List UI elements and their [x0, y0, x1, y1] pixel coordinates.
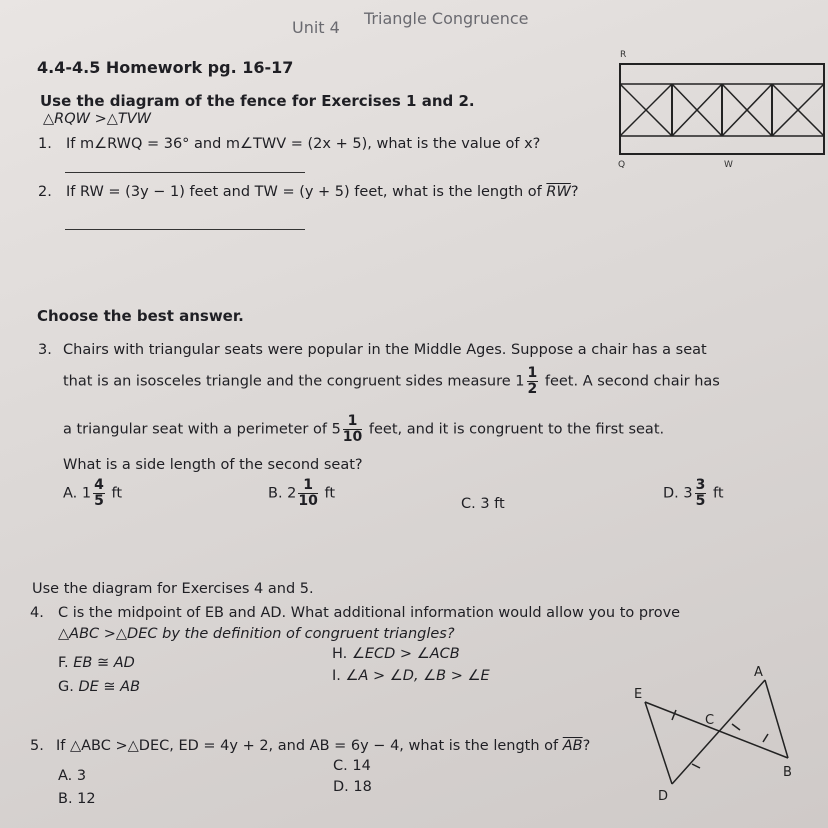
q3-line2-b: feet. A second chair has [544, 373, 720, 390]
q5-option-d[interactable]: D. 18 [333, 779, 372, 795]
fence-intro: Use the diagram of the fence for Exercises 1 and 2. [40, 92, 475, 110]
q2-text: If RW = (3y − 1) feet and TW = (y + 5) feet, what is the length of [66, 184, 542, 200]
unit-header: Unit 4 [292, 18, 340, 37]
topic-header: Triangle Congruence [364, 9, 529, 28]
q3-line1: Chairs with triangular seats were popular in the Middle Ages. Suppose a chair has a seat [63, 342, 707, 358]
q3-option-a[interactable]: A. 1 $\frac{4}{5}$ ft [63, 477, 123, 509]
q2-answer-line[interactable] [65, 229, 305, 230]
label-a: A [754, 665, 763, 680]
fence-label-r: R [620, 50, 627, 60]
q3-line3-b: feet, and it is congruent to the first seat. [368, 421, 665, 438]
q4-option-g[interactable]: G. DE ≅ AB [58, 679, 141, 695]
q4-line1: C is the midpoint of EB and AD. What additional information would allow you to prove [58, 605, 681, 621]
q3-line2 [63, 366, 720, 397]
q1-text: If m∠RWQ = 36° and m∠TWV = (2x + 5), what is the value of x? [66, 136, 541, 152]
diagram2-intro: Use the diagram for Exercises 4 and 5. [32, 581, 314, 597]
q5-text: If △ABC >△DEC, ED = 4y + 2, and AB = 6y − 4, what is the length of [56, 738, 559, 754]
q4-option-i[interactable]: I. ∠A > ∠D, ∠B > ∠E [332, 668, 490, 684]
q4-option-h[interactable]: H. ∠ECD > ∠ACB [332, 646, 460, 662]
q4-option-f[interactable]: F. EB ≅ AD [58, 655, 135, 671]
q1-number: 1. [38, 136, 52, 152]
section-heading: Choose the best answer. [37, 307, 244, 325]
page-title: 4.4-4.5 Homework pg. 16-17 [37, 58, 294, 77]
fence-diagram [612, 44, 826, 172]
label-b: B [783, 765, 792, 780]
q1-answer-line[interactable] [65, 172, 305, 173]
q5-option-b[interactable]: B. 12 [58, 791, 96, 807]
q3-line4: What is a side length of the second seat? [63, 457, 363, 473]
q3-line3-a: a triangular seat with a perimeter of 5 [63, 421, 341, 438]
q3-number: 3. [38, 342, 52, 358]
q3-fraction-2: $\frac{1}{10}$ [342, 413, 363, 445]
q2-number: 2. [38, 184, 52, 200]
fence-given: △RQW >△TVW [43, 111, 151, 127]
label-d: D [658, 789, 669, 804]
q3-option-d[interactable]: D. 3 $\frac{3}{5}$ ft [663, 477, 724, 509]
q5-option-a[interactable]: A. 3 [58, 768, 87, 784]
label-e: E [634, 687, 643, 702]
triangle-diagram [620, 660, 820, 810]
q3-line3 [63, 414, 664, 445]
fence-label-q: Q [618, 160, 626, 170]
q3-line2-a: that is an isosceles triangle and the congruent sides measure 1 [63, 373, 525, 390]
fence-label-w: W [724, 160, 733, 170]
q3-option-b[interactable]: B. 2 $\frac{1}{10}$ ft [268, 477, 336, 509]
q5-segment: $\overline{AB}$ [562, 738, 583, 754]
q5-number: 5. [30, 738, 44, 754]
q5-end: ? [582, 738, 591, 754]
q3-fraction-1: $\frac{1}{2}$ [527, 365, 538, 397]
q4-line2: △ABC >△DEC by the definition of congruent triangles? [58, 626, 455, 642]
q4-number: 4. [30, 605, 44, 621]
q2-text-block [66, 184, 579, 200]
label-c: C [705, 713, 715, 728]
q5-text-block [56, 738, 590, 754]
q2-segment: $\overline{RW}$ [546, 184, 571, 200]
q3-option-c[interactable]: C. 3 ft [461, 496, 505, 512]
q2-end: ? [570, 184, 579, 200]
q5-option-c[interactable]: C. 14 [333, 758, 371, 774]
